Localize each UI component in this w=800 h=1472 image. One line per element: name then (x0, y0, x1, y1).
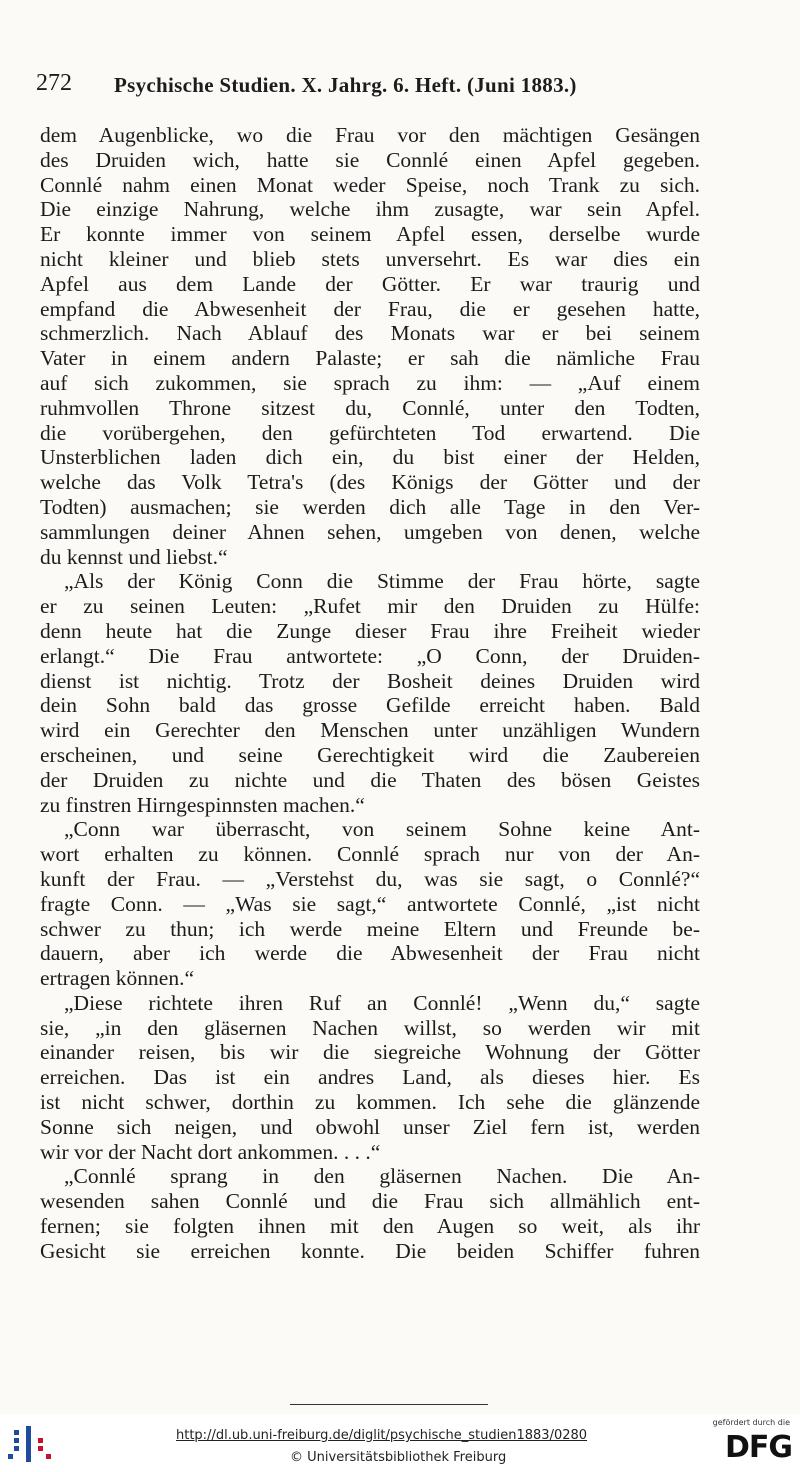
text-line: fernen; sie folgten ihnen mit den Augen so weit, als ihr (40, 1214, 700, 1239)
text-line: wird ein Gerechter den Menschen unter unzähligen Wundern (40, 718, 700, 743)
text-line: „Conn war überrascht, von seinem Sohne keine Ant- (64, 817, 700, 842)
text-line: kunft der Frau. — „Verstehst du, was sie sagt, o Connlé?“ (40, 866, 700, 891)
text-line: wort erhalten zu können. Connlé sprach nur von der An- (40, 842, 700, 867)
text-line: dauern, aber ich werde die Abwesenheit der Frau nicht (40, 941, 700, 966)
text-line: zu finstren Hirngespinnsten machen.“ (40, 792, 365, 817)
body-text (40, 123, 700, 1264)
text-line: „Als der König Conn die Stimme der Frau hörte, sagte (64, 569, 700, 594)
text-line: auf sich zukommen, sie sprach zu ihm: — „Auf einem (40, 370, 700, 395)
running-title: Psychische Studien. X. Jahrg. 6. Heft. (Juni 1883.) (114, 73, 577, 97)
text-line: welche das Volk Tetra's (des Königs der Götter und der (40, 470, 700, 495)
text-line: er zu seinen Leuten: „Rufet mir den Druiden zu Hülfe: (40, 594, 700, 619)
text-line: ertragen können.“ (40, 966, 195, 991)
text-line: Sonne sich neigen, und obwohl unser Ziel fern ist, werden (40, 1114, 700, 1139)
text-line: Vater in einem andern Palaste; er sah die nämliche Frau (40, 346, 700, 371)
page-number: 272 (36, 70, 72, 96)
text-line: fragte Conn. — „Was sie sagt,“ antwortete Connlé, „ist nicht (40, 891, 700, 916)
digitization-logo-icon (8, 1424, 52, 1464)
footer (0, 1414, 800, 1472)
text-line: empfand die Abwesenheit der Frau, die er gesehen hatte, (40, 296, 700, 321)
dfg-logo (706, 1418, 792, 1468)
text-line: erreichen. Das ist ein andres Land, als dieses hier. Es (40, 1065, 700, 1090)
text-line: Connlé nahm einen Monat weder Speise, noch Trank zu sich. (40, 172, 700, 197)
page-header (36, 70, 700, 104)
text-line: „Diese richtete ihren Ruf an Connlé! „Wenn du,“ sagte (64, 990, 700, 1015)
text-line: Todten) ausmachen; sie werden dich alle Tage in den Ver- (40, 494, 700, 519)
text-line: nicht kleiner und blieb stets unversehrt. Es war dies ein (40, 246, 700, 271)
text-line: erlangt.“ Die Frau antwortete: „O Conn, der Druiden- (40, 643, 700, 668)
text-line: Apfel aus dem Lande der Götter. Er war traurig und (40, 271, 700, 296)
text-line: sammlungen deiner Ahnen sehen, umgeben von denen, welche (40, 519, 700, 544)
text-line: erscheinen, und seine Gerechtigkeit wird die Zaubereien (40, 742, 700, 767)
text-line: Gesicht sie erreichen konnte. Die beiden Schiffer fuhren (40, 1238, 700, 1263)
text-line: Er konnte immer von seinem Apfel essen, derselbe wurde (40, 222, 700, 247)
text-line: sie, „in den gläsernen Nachen willst, so werden wir mit (40, 1015, 700, 1040)
text-line: der Druiden zu nichte und die Thaten des bösen Geistes (40, 767, 700, 792)
source-url-link[interactable]: http://dl.ub.uni-freiburg.de/diglit/psychische_studien1883/0280 (176, 1428, 588, 1443)
text-line: „Connlé sprang in den gläsernen Nachen. Die An- (64, 1164, 700, 1189)
text-line: denn heute hat die Zunge dieser Frau ihre Freiheit wieder (40, 618, 700, 643)
dfg-sponsor-text: gefördert durch die (712, 1418, 790, 1427)
copyright-notice: © Universitätsbibliothek Freiburg (290, 1450, 507, 1465)
text-line: wesenden sahen Connlé und die Frau sich allmählich ent- (40, 1189, 700, 1214)
footer-divider (290, 1404, 488, 1405)
text-line: die vorübergehen, den gefürchteten Tod erwartend. Die (40, 420, 700, 445)
dfg-wordmark: DFG (724, 1430, 792, 1465)
text-line: schwer zu thun; ich werde meine Eltern und Freunde be- (40, 916, 700, 941)
text-line: schmerzlich. Nach Ablauf des Monats war er bei seinem (40, 321, 700, 346)
text-line: ist nicht schwer, dorthin zu kommen. Ich sehe die glänzende (40, 1090, 700, 1115)
text-line: dem Augenblicke, wo die Frau vor den mächtigen Gesängen (40, 123, 700, 147)
text-line: du kennst und liebst.“ (40, 544, 228, 569)
text-line: einander reisen, bis wir die siegreiche Wohnung der Götter (40, 1040, 700, 1065)
text-line: dienst ist nichtig. Trotz der Bosheit deines Druiden wird (40, 668, 700, 693)
text-line: Unsterblichen laden dich ein, du bist einer der Helden, (40, 445, 700, 470)
text-line: wir vor der Nacht dort ankommen. . . .“ (40, 1139, 381, 1164)
text-line: des Druiden wich, hatte sie Connlé einen Apfel gegeben. (40, 147, 700, 172)
text-line: dein Sohn bald das grosse Gefilde erreicht haben. Bald (40, 693, 700, 718)
text-line: ruhmvollen Throne sitzest du, Connlé, unter den Todten, (40, 395, 700, 420)
text-line: Die einzige Nahrung, welche ihm zusagte, war sein Apfel. (40, 197, 700, 222)
